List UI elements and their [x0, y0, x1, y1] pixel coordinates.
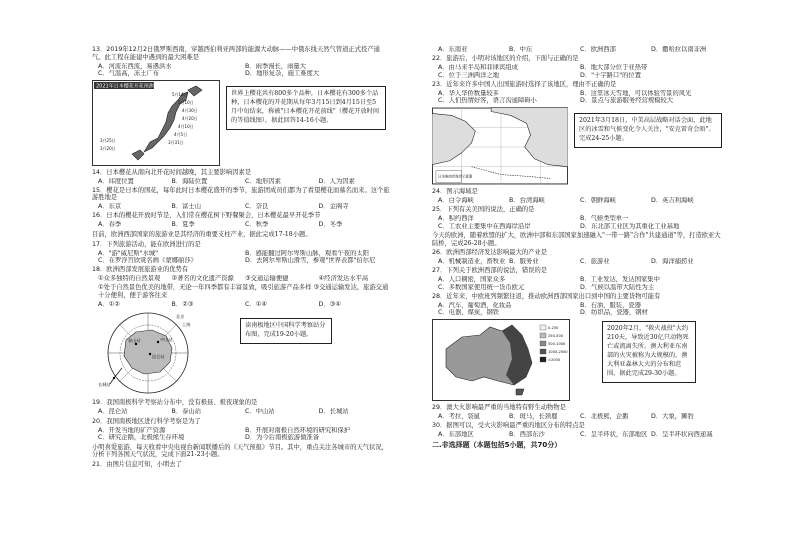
- japan-figure-row: [92, 80, 392, 166]
- option: A．人口稠密，国家众多: [438, 276, 506, 284]
- question-18-detail: ①处于自然景色优美的地带，无论一年四季都有丰富景致，吸引旅游产品多样 ③交通运输发达，旅游交通十分便利，便于游客往来: [98, 284, 389, 299]
- date-label: 5月14日: [172, 91, 188, 97]
- option: C．人们热情好客，语言沟通障碍小: [438, 97, 537, 105]
- option: B．地大部分位于亚热带: [580, 64, 648, 72]
- question-26: 26．欧洲西部经济发达影响最大的产业是: [432, 249, 548, 257]
- option: B．海陆位置: [171, 177, 208, 185]
- question-29-options: [438, 413, 722, 421]
- note-21-23: 小明喜爱旅游，每天收看中央电视台新闻联播后的《天气预报》节目。其中，重点关注各城市的天气状况，分析下列各国天气状况，完成下面21-23小题。: [92, 443, 388, 459]
- option: D．撒哈拉以南非洲: [651, 46, 707, 53]
- option: D．英吉利海峡: [651, 196, 694, 204]
- date-label: 3月31日: [168, 139, 184, 145]
- option: B．感能翻过阿尔卑斯山脉，观看午夜的太阳: [245, 249, 369, 257]
- question-30-options: [438, 431, 722, 439]
- question-13: 13．2019年12月2日俄罗斯西南，穿越西伯利亚两部的能源大动脉——中俄东线天然气管道正式投产通气。此工程在能建中遇到的最大困难是: [92, 46, 380, 61]
- question-15-options: [98, 203, 392, 211]
- question-29: 29．澳大火影响最严重的当地特有野生动物物是: [432, 404, 566, 412]
- antarctica-polar-map: [92, 310, 204, 396]
- note-26-28: 今天的欧洲，随着欧盟的扩大，欧洲中部和东部国家加速融入"一带一路"合作"共建通道"等，打造欧亚大陆桥，完成26-28小题。: [432, 232, 721, 247]
- question-22: 22．旅游后，小明对该地区的介绍，下面与正确的是: [432, 55, 579, 63]
- question-15: 15．樱花是日本的国花，每年此时日本樱花盛开的季节，旅游团成员们都为了看望樱花而慕名而来。这个旅游胜地是: [92, 186, 390, 202]
- reading-box-29-30: 2020年2月，"救火战役"大约210天，导致近30亿只动物死亡或流离失所。澳大利亚东南部的火灾被称为大规模的，澳大利亚森林大火的分布和范围，据此完成29-30小题。: [602, 321, 696, 383]
- date-label: 4月20日: [182, 115, 198, 121]
- strait-map: [432, 107, 568, 185]
- option: C．呈半环状，东部地区: [580, 431, 648, 439]
- option: A．白令海峡: [438, 196, 474, 204]
- option: A．①②: [98, 300, 120, 308]
- question-19-options: [98, 408, 392, 416]
- option: C．中山站: [245, 408, 275, 416]
- option: A．河流东西流，易遇洪水: [98, 62, 172, 70]
- statement: ①众多独特的自然景观: [98, 275, 161, 283]
- option: B．工业发达，发达国家集中: [580, 276, 660, 284]
- date-label: 5月10日: [178, 99, 194, 105]
- statement: ④经济发达水平高: [318, 275, 369, 283]
- option: C．电器，煤炭，钢铁: [438, 309, 500, 317]
- option: A．考拉、袋鼠: [438, 413, 481, 421]
- option: A．春季: [98, 221, 122, 229]
- date-label: 4月5日: [174, 131, 188, 137]
- option: D．冬季: [318, 221, 343, 229]
- question-20: 20．我国南极地区进行科学考察是为了: [92, 417, 201, 425]
- station-label: 泰山站: [128, 338, 141, 344]
- reading-box-14-16: 世界上樱花共有800多个品种，日本樱花有300多个品种，日本樱花的开花期从每年3月15日到4月15日至5月中旬结束，称被"日本樱花开花前线"（樱花开放时间的等值线图），据此回答14-16小题。: [226, 86, 386, 130]
- option: C．气温高，冻土广布: [98, 70, 160, 78]
- option: C．奈良: [245, 203, 269, 211]
- option: A．华人华侨数量较多: [438, 89, 499, 97]
- option: D．"十字路口"的位置: [580, 71, 642, 79]
- note-17-18: 目前，欧洲西部国家的旅游业是其经济的重要支柱产业，据此完成17-18小题。: [92, 231, 312, 239]
- question-28: 28．近年来，中欧班列频繁往返，推动欧洲西部国家出口到中国的主要货物可能有: [432, 292, 661, 300]
- option: D．气候以温带大陆性为主: [580, 283, 655, 291]
- option: D．大象，狮豹: [651, 413, 694, 421]
- question-14: 14．日本樱花从南向北开花时间越晚，其主要影响因素是: [92, 168, 252, 176]
- option: B．西部东沙: [509, 431, 545, 439]
- option: C．地形因素: [245, 177, 281, 185]
- option: D．景点与旅游服务经营规模较大: [580, 97, 674, 105]
- option: B．石油，服装，瓷器: [580, 301, 641, 309]
- question-17-options: [98, 250, 392, 265]
- option: C．朝鲜海峡: [580, 196, 616, 204]
- option: A．积约西洋: [438, 214, 474, 222]
- question-27: 27．下列关于欧洲西部的说法，错误的是: [432, 267, 548, 275]
- question-23: 23．近年来许多中国人出国旅游时选择了该地区，理由不正确的是: [432, 80, 617, 88]
- question-23-options: [438, 90, 722, 105]
- option: C．位于三洲两洋之地: [438, 71, 500, 79]
- option: D．人为因素: [318, 177, 355, 185]
- question-20-options: [98, 427, 392, 442]
- question-18-items: [98, 275, 392, 283]
- legend-label: 500-1000: [548, 342, 566, 347]
- option: C．北极熊，企鹅: [580, 413, 629, 421]
- strait-figure-row: [432, 107, 722, 185]
- option: C．秋季: [245, 221, 269, 229]
- option: D．长城站: [318, 408, 349, 416]
- option: A．汽车，葡萄酒，化妆品: [438, 301, 512, 309]
- legend-label: >2000: [548, 358, 561, 363]
- city-label: 北京: [176, 314, 185, 320]
- question-25: 25．下列有关美国的说法，正确的是: [432, 205, 535, 213]
- question-21: 21．由图片信息可知，小明去了: [92, 460, 182, 468]
- date-label: 3月20日: [100, 145, 116, 151]
- option: D．纺织品，瓷器，钢材: [580, 309, 648, 317]
- question-24-options: [438, 197, 722, 205]
- map-legend: 日本海南岸海岸示意图: [437, 174, 473, 179]
- option: C．①④: [245, 300, 267, 308]
- legend-label: 250-500: [548, 334, 564, 339]
- question-18-options: [98, 301, 392, 309]
- station-label: 长城站: [98, 382, 111, 388]
- question-16-options: [98, 221, 392, 229]
- station-label: 昆仑站: [152, 354, 165, 360]
- question-25-options: [438, 215, 722, 230]
- statement: ③交通运输便捷: [245, 275, 289, 283]
- australia-figure-row: [432, 319, 722, 401]
- japan-sakura-map: [92, 80, 220, 166]
- option: D．去阿尔卑斯山滑雪，参观"世界表都"伯尔尼: [245, 257, 376, 265]
- legend-label: 1000-2000: [548, 350, 568, 355]
- date-label: 3月25日: [100, 137, 116, 143]
- question-13-options: [98, 63, 392, 78]
- option: D．③④: [318, 300, 341, 308]
- date-label: 4月10日: [178, 123, 194, 129]
- option: D．为今后南极旅游做准备: [245, 434, 320, 442]
- reading-box-24-25: 2021年3月18日，中美高层战略对话会面，此地区的冰雪和气候变化令人关注，"安克雷奇会晤"。完成24-25小题。: [574, 113, 722, 148]
- option: B．泰山站: [171, 408, 202, 416]
- question-30: 30．据图可以，受火灾影响最严重的地区分布的特点是: [432, 422, 585, 430]
- question-26-options: [438, 258, 722, 266]
- antarctica-figure-row: [92, 310, 392, 396]
- option: A．昆仑站: [98, 408, 128, 416]
- option: B．台湾海峡: [509, 196, 545, 204]
- legend-label: 0-250: [548, 326, 559, 331]
- option: B．斑马，长颈鹿: [509, 413, 558, 421]
- option: D．金阁寺: [318, 203, 349, 211]
- section-2-heading: 二.非选择题（本题包括5小题，共70分）: [432, 440, 562, 449]
- option: B．开展对南极自然环境的研究和保护: [245, 426, 351, 434]
- option: C．多数国家使用统一货币欧元: [438, 283, 525, 291]
- option: A．"游"威尼斯"水城": [98, 249, 158, 257]
- option: B．这里冰天雪地，可以体验雪景的风光: [580, 89, 692, 97]
- left-column: [92, 46, 392, 470]
- option: D．东北部工业区为其重化工业基地: [580, 222, 680, 230]
- reading-box-19-20: 读南极地区中国科学考察站分布图，完成19-20小题。: [240, 318, 332, 344]
- option: B．夏季: [171, 221, 195, 229]
- option: B．雨季漫长，雨量大: [245, 62, 306, 70]
- city-label: 上海: [182, 322, 191, 328]
- question-14-options: [98, 178, 392, 186]
- australia-map: [432, 319, 570, 401]
- option: B．富士山: [171, 203, 202, 211]
- question-27-options: [438, 276, 722, 291]
- map-title: 2021年日本樱花开花预测: [96, 83, 154, 90]
- option: A．东京: [98, 203, 122, 211]
- right-column: [432, 46, 722, 449]
- option: B．气候类型单一: [580, 214, 629, 222]
- question-24: 24．图示海域是: [432, 187, 478, 195]
- statement: ②著名的文化遗产资源: [171, 275, 234, 283]
- question-21-options: [438, 46, 722, 54]
- option: D．呈半环状向西递减: [651, 431, 713, 439]
- question-17: 17．下列旅游活动，能在欧洲进行的是: [92, 240, 201, 248]
- option: A．机械制造业，畜牧业: [438, 258, 506, 266]
- option: A．由马来半岛和菲律宾组成: [438, 64, 518, 72]
- option: C．在罗浮宫欣赏名画《蒙娜丽莎》: [98, 257, 197, 265]
- option: A．开发当地的矿产资源: [98, 426, 166, 434]
- question-19: 19．我国南极科学考察站分布中，没有极昼、极夜现象的是: [92, 399, 258, 407]
- question-28-options: [438, 302, 722, 317]
- option: C．研究企鹅，北极熊生存环境: [98, 434, 185, 442]
- question-22-options: [438, 64, 722, 79]
- question-18: 18．欧洲西部发展旅游业的优势有: [92, 266, 189, 274]
- station-label: 中山站: [160, 337, 173, 343]
- option: B．中东: [509, 46, 533, 53]
- date-label: 4月30日: [182, 107, 198, 113]
- option: D．地形复杂，施工难度大: [245, 70, 320, 78]
- option: B．服务业: [509, 258, 539, 266]
- option: A．纬度位置: [98, 177, 134, 185]
- option: C．工农业主要集中在西海岸沿岸: [438, 222, 531, 230]
- option: A．东南亚: [438, 46, 468, 53]
- option: A．东部地区: [438, 431, 474, 439]
- option: B．②③: [171, 300, 194, 308]
- option: C．欧洲西部: [580, 46, 616, 53]
- option: C．旅游业: [580, 258, 610, 266]
- option: D．海洋捕捞业: [651, 258, 694, 266]
- question-16: 16．日本的樱花开放时节是，入们常在樱花树下野餐聚会，日本樱花最早开花季节: [92, 212, 321, 220]
